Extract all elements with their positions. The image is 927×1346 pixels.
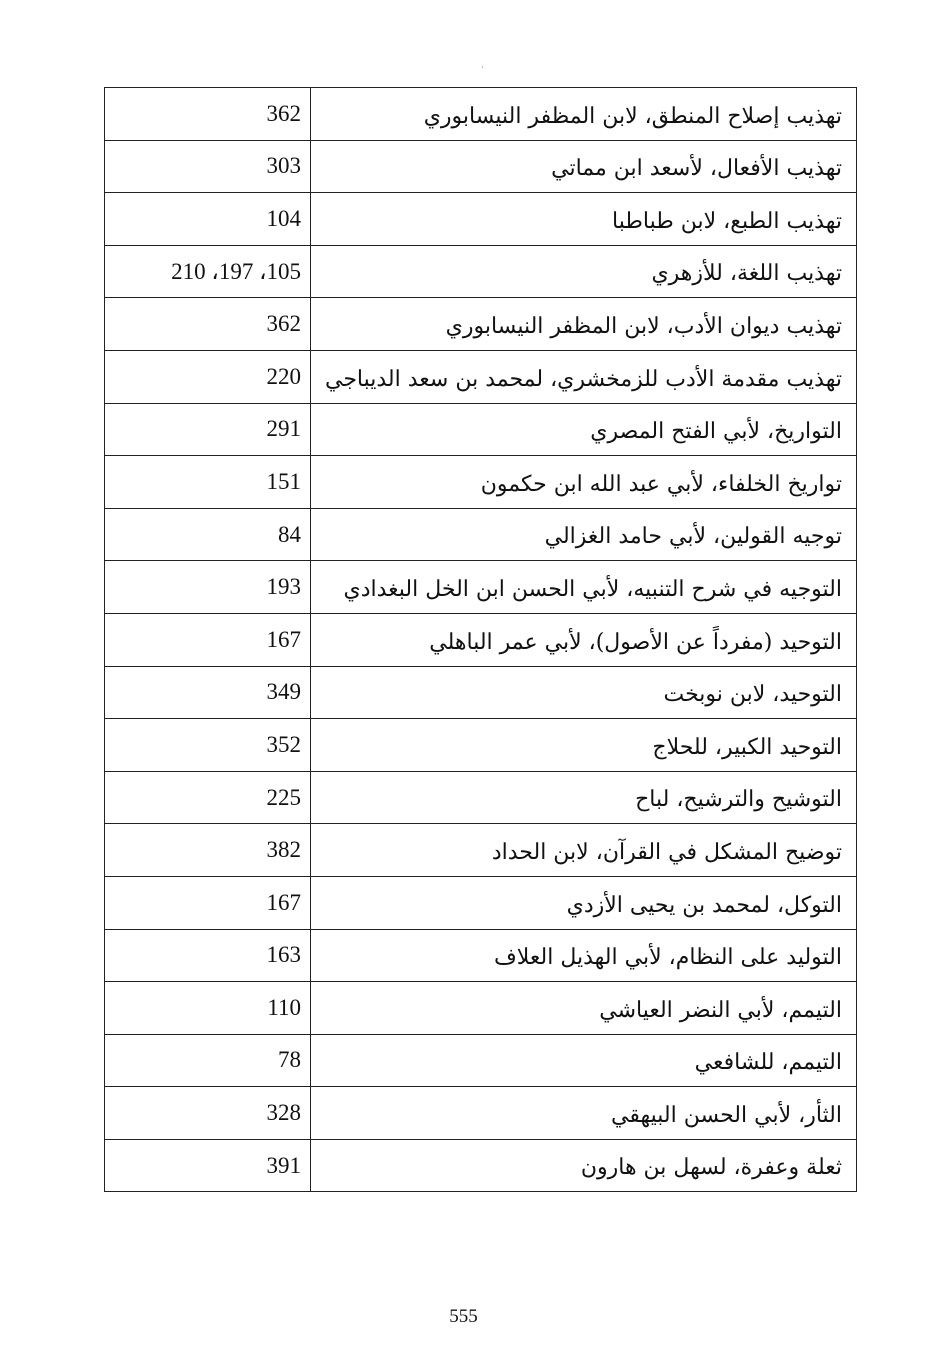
- entry-title: تهذيب الطبع، لابن طباطبا: [311, 193, 857, 246]
- table-row: [105, 1034, 857, 1087]
- entry-title: التيمم، لأبي النضر العياشي: [311, 982, 857, 1035]
- scan-mark: [482, 66, 483, 68]
- entry-title: تهذيب إصلاح المنطق، لابن المظفر النيسابوري: [311, 88, 857, 141]
- entry-pages: 349: [266, 679, 301, 705]
- entry-pages-cell: [105, 140, 311, 193]
- entry-pages-cell: [105, 508, 311, 561]
- entry-pages-cell: [105, 824, 311, 877]
- entry-pages: 291: [266, 416, 301, 442]
- entry-pages: 328: [266, 1100, 301, 1126]
- entry-pages: 167: [266, 889, 301, 915]
- entry-title: التوحيد (مفرداً عن الأصول)، لأبي عمر الباهلي: [311, 613, 857, 666]
- table-row: [105, 298, 857, 351]
- entry-title: التوكل، لمحمد بن يحيى الأزدي: [311, 876, 857, 929]
- entry-title: الثأر، لأبي الحسن البيهقي: [311, 1087, 857, 1140]
- entry-title: تواريخ الخلفاء، لأبي عبد الله ابن حكمون: [311, 456, 857, 509]
- entry-pages-cell: [105, 666, 311, 719]
- entry-pages: 362: [266, 100, 301, 126]
- entry-title: التوليد على النظام، لأبي الهذيل العلاف: [311, 929, 857, 982]
- entry-pages-cell: [105, 1087, 311, 1140]
- table-row: [105, 350, 857, 403]
- table-row: [105, 245, 857, 298]
- entry-pages-cell: [105, 982, 311, 1035]
- entry-title: تهذيب الأفعال، لأسعد ابن مماتي: [311, 140, 857, 193]
- entry-pages: 382: [266, 837, 301, 863]
- entry-pages-cell: [105, 193, 311, 246]
- entry-title: ثعلة وعفرة، لسهل بن هارون: [311, 1139, 857, 1192]
- entry-pages: 193: [266, 574, 301, 600]
- entry-pages-cell: [105, 88, 311, 141]
- table-row: [105, 666, 857, 719]
- table-row: [105, 140, 857, 193]
- index-table-body: [105, 88, 857, 1192]
- entry-title: توجيه القولين، لأبي حامد الغزالي: [311, 508, 857, 561]
- entry-pages-cell: [105, 561, 311, 614]
- entry-pages-cell: [105, 929, 311, 982]
- table-row: [105, 613, 857, 666]
- table-row: [105, 456, 857, 509]
- entry-pages-cell: [105, 719, 311, 772]
- entry-pages: 362: [266, 311, 301, 337]
- table-row: [105, 824, 857, 877]
- entry-title: تهذيب اللغة، للأزهري: [311, 245, 857, 298]
- entry-pages: 225: [266, 784, 301, 810]
- page-number: 555: [449, 1306, 478, 1327]
- entry-pages: 104: [266, 205, 301, 231]
- entry-title: توضيح المشكل في القرآن، لابن الحداد: [311, 824, 857, 877]
- entry-title: تهذيب ديوان الأدب، لابن المظفر النيسابوري: [311, 298, 857, 351]
- entry-title: التوحيد الكبير، للحلاج: [311, 719, 857, 772]
- entry-pages-cell: [105, 613, 311, 666]
- table-row: [105, 1087, 857, 1140]
- table-row: [105, 508, 857, 561]
- entry-title: التواريخ، لأبي الفتح المصري: [311, 403, 857, 456]
- entry-pages: 167: [266, 626, 301, 652]
- entry-pages: 163: [266, 942, 301, 968]
- entry-title: التيمم، للشافعي: [311, 1034, 857, 1087]
- book-index-table: [104, 87, 857, 1192]
- entry-title: تهذيب مقدمة الأدب للزمخشري، لمحمد بن سعد الديباجي: [311, 350, 857, 403]
- entry-pages: 220: [266, 363, 301, 389]
- table-row: [105, 876, 857, 929]
- entry-pages-cell: [105, 1034, 311, 1087]
- table-row: [105, 1139, 857, 1192]
- entry-title: التوشيح والترشيح، لباح: [311, 771, 857, 824]
- table-row: [105, 929, 857, 982]
- entry-pages-cell: [105, 298, 311, 351]
- table-row: [105, 403, 857, 456]
- entry-pages: 151: [266, 468, 301, 494]
- table-row: [105, 88, 857, 141]
- entry-pages: 84: [278, 521, 301, 547]
- entry-title: التوجيه في شرح التنبيه، لأبي الحسن ابن الخل البغدادي: [311, 561, 857, 614]
- table-row: [105, 982, 857, 1035]
- entry-pages-cell: [105, 876, 311, 929]
- entry-pages: 303: [266, 153, 301, 179]
- table-row: [105, 719, 857, 772]
- entry-pages-cell: [105, 1139, 311, 1192]
- entry-pages-cell: [105, 245, 311, 298]
- entry-pages-cell: [105, 456, 311, 509]
- entry-title: التوحيد، لابن نوبخت: [311, 666, 857, 719]
- entry-pages: 110: [267, 994, 301, 1020]
- entry-pages: 105، 197، 210: [171, 258, 301, 284]
- entry-pages: 391: [266, 1152, 301, 1178]
- table-row: [105, 771, 857, 824]
- table-row: [105, 561, 857, 614]
- entry-pages: 352: [266, 731, 301, 757]
- entry-pages-cell: [105, 403, 311, 456]
- entry-pages: 78: [278, 1047, 301, 1073]
- entry-pages-cell: [105, 350, 311, 403]
- table-row: [105, 193, 857, 246]
- entry-pages-cell: [105, 771, 311, 824]
